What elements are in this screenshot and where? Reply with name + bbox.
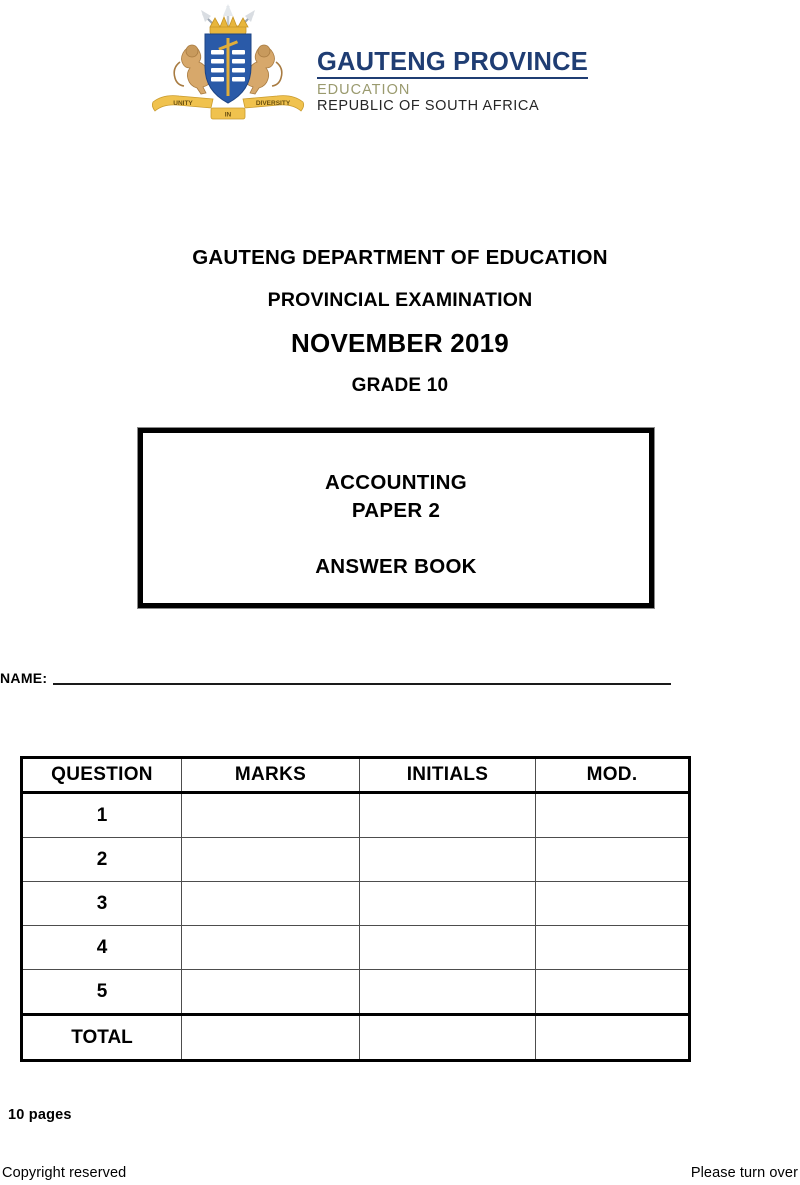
logo-department-name: EDUCATION [317, 81, 411, 98]
gauteng-province-logo [143, 2, 613, 134]
column-header-initials: INITIALS [360, 758, 536, 793]
total-initials-cell[interactable] [360, 1015, 536, 1061]
logo-country-name: REPUBLIC OF SOUTH AFRICA [317, 98, 540, 114]
question-number: 5 [22, 970, 182, 1015]
heading-department: GAUTENG DEPARTMENT OF EDUCATION [192, 246, 608, 269]
marks-cell[interactable] [182, 970, 360, 1015]
paper-number: PAPER 2 [351, 499, 441, 522]
mod-cell[interactable] [536, 882, 690, 926]
total-mod-cell[interactable] [536, 1015, 690, 1061]
initials-cell[interactable] [360, 793, 536, 838]
heading-exam-session: NOVEMBER 2019 [291, 328, 509, 358]
footer-copyright: Copyright reserved [2, 1165, 127, 1181]
svg-text:UNITY: UNITY [173, 100, 193, 107]
page-footer [0, 1165, 800, 1181]
name-label: NAME: [0, 670, 48, 686]
question-number: 3 [22, 882, 182, 926]
mod-cell[interactable] [536, 838, 690, 882]
question-number: 4 [22, 926, 182, 970]
marks-summary-table [20, 756, 691, 1062]
total-label: TOTAL [22, 1015, 182, 1061]
marks-cell[interactable] [182, 838, 360, 882]
initials-cell[interactable] [360, 926, 536, 970]
table-row [22, 838, 690, 882]
total-marks-cell[interactable] [182, 1015, 360, 1061]
marks-cell[interactable] [182, 793, 360, 838]
initials-cell[interactable] [360, 970, 536, 1015]
table-row [22, 882, 690, 926]
name-input[interactable] [53, 683, 671, 685]
table-row [22, 926, 690, 970]
marks-cell[interactable] [182, 882, 360, 926]
mod-cell[interactable] [536, 793, 690, 838]
table-row [22, 970, 690, 1015]
column-header-question: QUESTION [22, 758, 182, 793]
initials-cell[interactable] [360, 882, 536, 926]
page-count-label: 10 pages [8, 1107, 72, 1123]
column-header-mod: MOD. [536, 758, 690, 793]
column-header-marks: MARKS [182, 758, 360, 793]
name-field-row [0, 670, 800, 686]
paper-document-kind: ANSWER BOOK [315, 555, 477, 578]
gauteng-coat-of-arms-icon [143, 2, 313, 132]
paper-title-box [138, 428, 654, 608]
logo-wordmark [317, 2, 588, 114]
table-row [22, 793, 690, 838]
question-number: 2 [22, 838, 182, 882]
exam-heading [0, 243, 800, 399]
footer-turn-over: Please turn over [690, 1165, 798, 1181]
mod-cell[interactable] [536, 926, 690, 970]
heading-exam-type: PROVINCIAL EXAMINATION [267, 289, 533, 311]
table-header-row [22, 758, 690, 793]
paper-subject: ACCOUNTING [325, 471, 467, 494]
heading-grade: GRADE 10 [351, 375, 449, 396]
question-number: 1 [22, 793, 182, 838]
table-total-row [22, 1015, 690, 1061]
logo-province-name: GAUTENG PROVINCE [317, 50, 588, 79]
svg-text:DIVERSITY: DIVERSITY [255, 100, 291, 107]
svg-text:IN: IN [224, 111, 232, 119]
initials-cell[interactable] [360, 838, 536, 882]
mod-cell[interactable] [536, 970, 690, 1015]
marks-cell[interactable] [182, 926, 360, 970]
